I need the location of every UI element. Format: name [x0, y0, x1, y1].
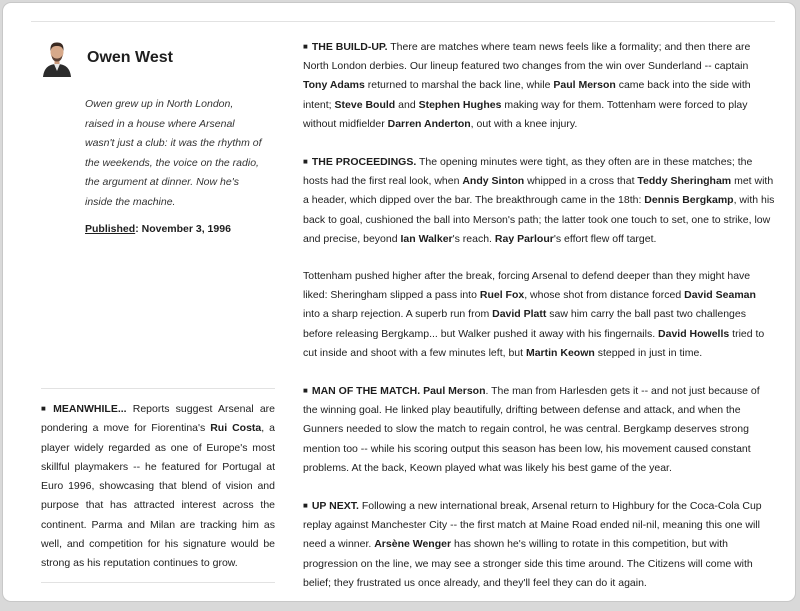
- article-paragraph: [303, 496, 775, 593]
- text-run: whipped in a cross that: [524, 175, 638, 188]
- bullet-square-icon: ■: [303, 501, 308, 511]
- page-frame: [2, 2, 796, 602]
- text-run: has shown he's willing to rotate in this competition, but with progression on the line, we may see a stronger side this time around. The Citizens will come with belief; they frustrated us once already, and they'll feel they can do it again.: [303, 538, 753, 589]
- bold-name: Martin Keown: [525, 346, 595, 359]
- text-run: making way for them. Tottenham were forced to play without midfielder: [303, 98, 748, 130]
- bullet-square-icon: ■: [303, 42, 308, 51]
- text-run: stepped in just in time.: [594, 346, 703, 359]
- published-label: Published: [85, 223, 136, 235]
- text-run: into a sharp rejection. A superb run from: [303, 308, 493, 321]
- bold-name: Teddy Sheringham: [637, 175, 732, 188]
- section-heading: THE BUILD-UP.: [311, 41, 388, 53]
- bold-name: David Seaman: [684, 289, 756, 302]
- bold-name: Andy Sinton: [462, 175, 525, 188]
- text-run: saw him carry the ball past two challenges before releasing Bergkamp... but Walker pushed it away with his fingernails.: [303, 308, 746, 340]
- article-paragraph: [303, 37, 775, 134]
- text-run: Tottenham pushed higher after the break, forcing Arsenal to defend deeper than they might have liked: Sheringham slipped a pass into: [303, 270, 751, 302]
- article-paragraph: [303, 381, 775, 478]
- bold-name: Dennis Bergkamp: [644, 194, 734, 207]
- bold-name: Arsène Wenger: [374, 538, 452, 551]
- text-run: , with his back to goal, cushioned the ball into Merson's path; the latter took one touch to set, one to strike, low and precise, beyond: [303, 194, 775, 245]
- text-run: met with a header, which dipped over the bar. The breakthrough came in the 18th:: [303, 175, 774, 207]
- bold-name: David Howells: [658, 327, 730, 340]
- author-panel: [41, 39, 275, 235]
- top-divider: [31, 21, 775, 22]
- text-run: . The man from Harlesden gets it -- and not just because of the winning goal. He linked play beautifully, drifting between defense and attack, and when the Gunners needed to slow the match to regain control, he was central. Bergkamp deserves strong mention too -- while his scoring output this season has been low, his movement caused constant problems. At the back, Keown played what was likely his best game of the year.: [303, 385, 760, 474]
- text-run: 's effort flew off target.: [553, 232, 657, 245]
- author-bio: Owen grew up in North London, raised in a house where Arsenal wasn't just a club: it was the rhythm of the weekends, the voice on the radio, the argument at dinner. Now he's inside the machine.: [85, 98, 262, 208]
- text-run: Following a new international break, Arsenal return to Highbury for the Coca-Cola Cup replay against Manchester City -- the first match at Maine Road ended nil-nil, meaning this one will need a winner.: [303, 500, 762, 551]
- text-run: , a player widely regarded as one of Europe's most skillful playmakers -- he featured for Portugal at Euro 1996, showcasing that blend of vision and purpose that has attracted interest across the continent. Parma and Milan are tracking him as well, and competition for his signature would be strong as his reputation continues to grow.: [41, 422, 275, 570]
- author-name: Owen West: [87, 49, 173, 66]
- article-paragraph: [303, 152, 775, 249]
- bold-name: Rui Costa: [210, 422, 262, 435]
- section-heading: MAN OF THE MATCH.: [311, 385, 421, 398]
- published-line: [85, 223, 275, 235]
- published-separator: :: [135, 223, 139, 235]
- text-run: and: [395, 98, 419, 111]
- person-avatar-icon: [41, 39, 73, 77]
- bold-name: Paul Merson: [553, 79, 616, 92]
- bullet-square-icon: ■: [41, 404, 50, 413]
- bold-name: Paul Merson: [423, 385, 486, 398]
- section-heading: UP NEXT.: [311, 500, 359, 513]
- text-run: The opening minutes were tight, as they often are in these matches; the hosts had the first real look, when: [303, 156, 753, 188]
- bold-name: Steve Bould: [334, 98, 396, 111]
- bold-name: Ian Walker: [400, 232, 453, 245]
- bold-name: Stephen Hughes: [418, 98, 502, 111]
- text-run: There are matches where team news feels like a formality; and then there are North London derbies. Our lineup featured two changes from the win over Sunderland -- captain: [303, 41, 751, 73]
- text-run: 's reach.: [452, 232, 495, 245]
- author-header: [41, 39, 275, 77]
- text-run: returned to marshal the back line, while: [364, 79, 554, 92]
- bold-name: Tony Adams: [303, 79, 365, 92]
- text-run: , whose shot from distance forced: [524, 289, 685, 302]
- meanwhile-box: [41, 388, 275, 583]
- bullet-square-icon: ■: [303, 157, 308, 167]
- bold-name: Ruel Fox: [479, 289, 525, 302]
- bullet-square-icon: ■: [303, 386, 308, 396]
- text-run: , out with a knee injury.: [470, 117, 578, 130]
- text-run: tried to cut inside and shoot with a few minutes left, but: [303, 327, 765, 359]
- bold-name: David Platt: [492, 308, 547, 321]
- bold-name: Ray Parlour: [494, 232, 554, 245]
- section-heading: THE PROCEEDINGS.: [311, 156, 417, 169]
- text-run: Reports suggest Arsenal are pondering a move for Fiorentina's: [41, 403, 275, 435]
- published-date: November 3, 1996: [141, 223, 231, 235]
- bold-name: Darren Anderton: [387, 117, 471, 130]
- text-run: came back into the side with intent;: [303, 79, 751, 111]
- article-body: [303, 37, 775, 611]
- sidebar-body: [41, 403, 275, 569]
- article-paragraph: [303, 267, 775, 363]
- sidebar-heading: MEANWHILE...: [53, 403, 127, 415]
